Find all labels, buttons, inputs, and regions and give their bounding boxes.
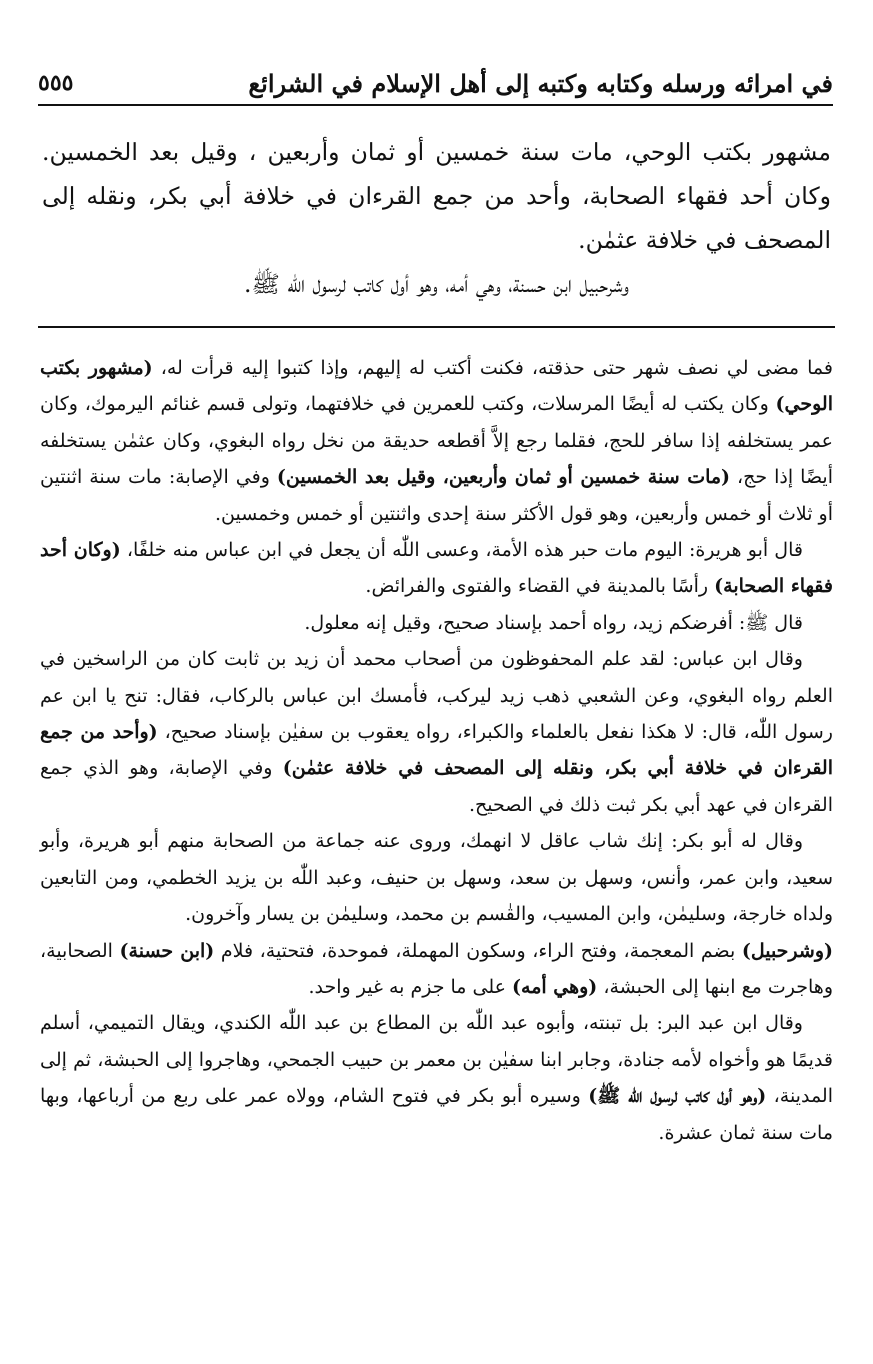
commentary-text: وقال ابن عبد البر: بل تبنته، وأبوه عبد اللّٰه بن المطاع بن عبد اللّٰه الكندي، ويقال التميمي، أسلم قديمًا هو وأخواه لأمه جنادة، وجابر ابنا سفيٰن بن معمر بن حبيب الجمحي، وهاجروا إلى الحبشة، ثم إلى المدينة،	[40, 1012, 833, 1108]
commentary	[40, 350, 833, 1151]
commentary-paragraph	[40, 350, 833, 532]
commentary-text: فما مضى لي نصف شهر حتى حذقته، فكنت أكتب له إليهم، وإذا كتبوا إليه قرأت له،	[160, 357, 833, 379]
quoted-lemma: (مات سنة خمسين أو ثمان وأربعين، وقيل بعد الخمسين)	[276, 466, 731, 489]
main-text	[42, 130, 831, 306]
quoted-lemma: (وهو أول كاتب لرسول اللّٰه ﷺ)	[588, 1085, 767, 1108]
quoted-lemma: (مشهور بكتب الوحي)	[40, 357, 833, 416]
commentary-paragraph: وقال له أبو بكر: إنك شاب عاقل لا انهمك، وروى عنه جماعة من الصحابة منهم أبو هريرة، وأبو سعيد، وابن عمر، وأنس، وسهل بن سعد، وسهل بن حنيف، وعبد اللّٰه بن يزيد الخطمي، ومن التابعين ولداه خارجة، وسليمٰن، وابن المسيب، والقٰسم بن محمد، وسليمٰن بن يسار وآخرون.	[40, 830, 833, 926]
quoted-lemma: (وكان أحد فقهاء الصحابة)	[40, 539, 833, 598]
quoted-lemma: (وشرحبيل)	[741, 939, 833, 962]
main-paragraph-last: وشرحبيل ابن حسنة، وهي أمه، وهو أول كاتب لرسول الله ﷺ.	[244, 270, 629, 298]
quoted-lemma: (ابن حسنة)	[119, 939, 215, 962]
quoted-lemma: (وأحد من جمع القرءان في خلافة أبي بكر، ونقله إلى المصحف في خلافة عثمٰن)	[40, 721, 833, 780]
commentary-text: على ما جزم به غير واحد.	[308, 975, 506, 998]
commentary-paragraph: قال ﷺ: أفرضكم زيد، رواه أحمد بإسناد صحيح، وقيل إنه معلول.	[304, 611, 803, 634]
commentary-paragraph	[40, 532, 833, 605]
quoted-lemma: (وهي أمه)	[512, 975, 598, 998]
commentary-paragraph	[40, 641, 833, 823]
commentary-text: وسيره أبو بكر في فتوح الشام، وولاه عمر على ربع من أرباعها، وبها مات سنة ثمان عشرة.	[40, 1085, 833, 1144]
commentary-text: وفي الإصابة: مات سنة اثنتين أو ثلاث أو خمس وأربعين، وهو قول الأكثر سنة إحدى واثنتين أو خمس وخمسين.	[40, 466, 833, 525]
commentary-text: بضم المعجمة، وفتح الراء، وسكون المهملة، فموحدة، فتحتية، فلام	[220, 939, 736, 962]
commentary-text: وكان يكتب له أيضًا المرسلات، وكتب للعمرين في خلافتهما، وتولى قسم غنائم اليرموك، وكان عمر يستخلفه إذا سافر للحج، فقلما رجع إلاَّ أقطعه حديقة من نخل رواه البغوي، وكان عثمٰن يستخلفه أيضًا إذا حج،	[40, 393, 833, 489]
commentary-paragraph	[40, 1005, 833, 1151]
commentary-paragraph	[40, 933, 833, 1006]
commentary-text: رأسًا بالمدينة في القضاء والفتوى والفرائض.	[365, 575, 709, 598]
commentary-text: وقال ابن عباس: لقد علم المحفوظون من أصحاب محمد أن زيد بن ثابت كان من الراسخين في العلم رواه البغوي، وعن الشعبي ذهب زيد ليركب، فأمسك ابن عباس بالركاب، فقال: تنح يا ابن عم رسول اللّٰه، قال: لا هكذا نفعل بالعلماء والكبراء، رواه يعقوب بن سفيٰن بإسناد صحيح،	[40, 648, 833, 744]
main-paragraph: مشهور بكتب الوحي، مات سنة خمسين أو ثمان وأربعين ، وقيل بعد الخمسين. وكان أحد فقهاء الصحابة، وأحد من جمع القرءان في خلافة أبي بكر، ونقله إلى المصحف في خلافة عثمٰن.	[42, 138, 831, 254]
commentary-text: الصحابية، وهاجرت مع ابنها إلى الحبشة،	[40, 939, 833, 998]
running-title: في امرائه ورسله وكتابه وكتبه إلى أهل الإسلام في الشرائع	[248, 68, 833, 98]
commentary-text: قال أبو هريرة: اليوم مات حبر هذه الأمة، وعسى اللّٰه أن يجعل في ابن عباس منه خلفًا،	[126, 539, 803, 562]
page-header	[38, 62, 833, 106]
footnote-separator	[38, 326, 835, 328]
page-number: ٥٥٥	[38, 70, 74, 96]
commentary-text: وفي الإصابة، وهو الذي جمع القرءان في عهد أبي بكر ثبت ذلك في الصحيح.	[40, 757, 833, 816]
